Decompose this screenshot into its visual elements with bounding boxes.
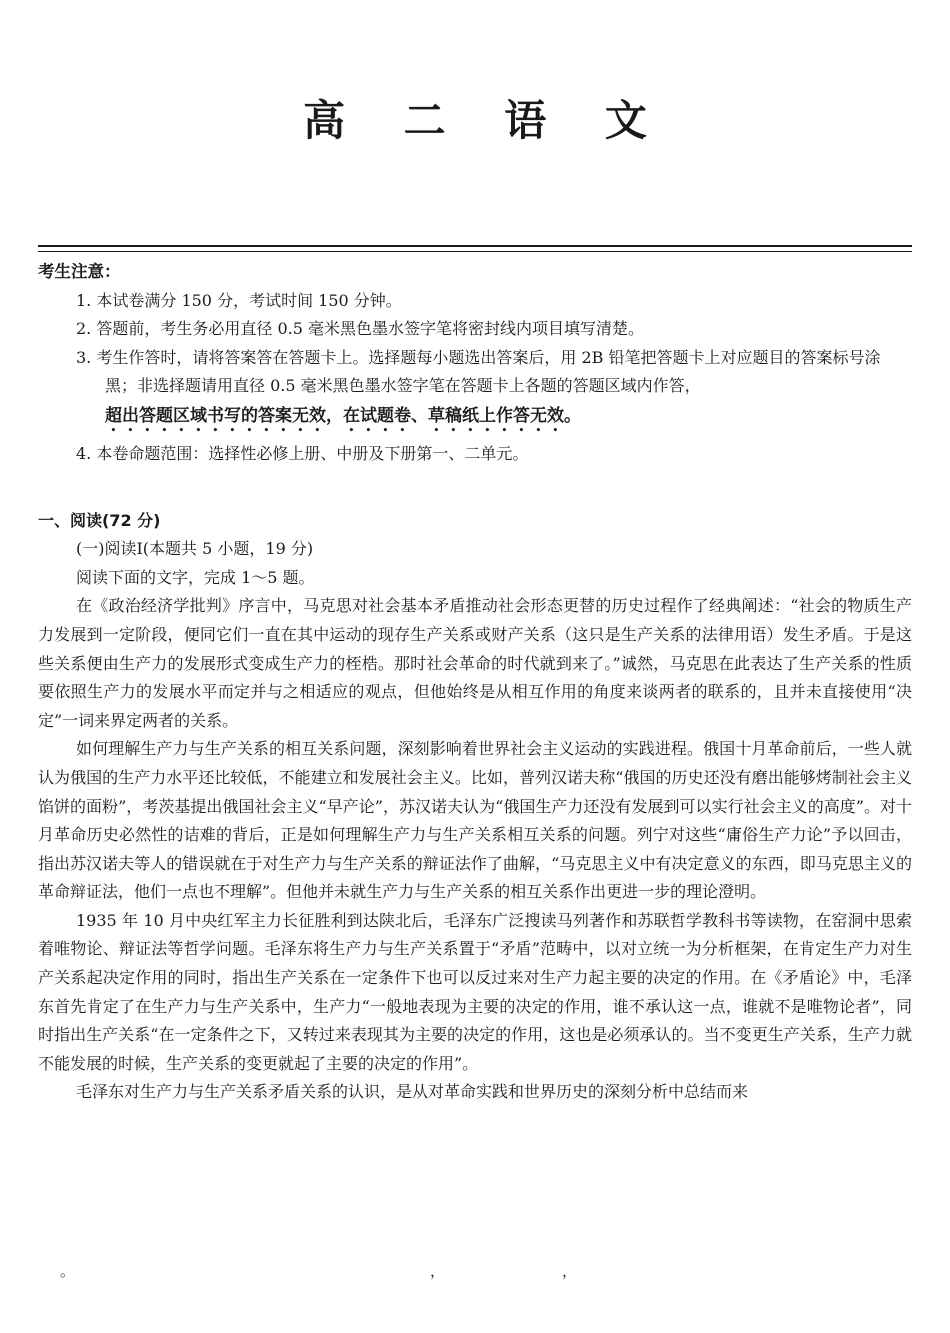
- document-body: [38, 258, 912, 1107]
- page-bottom-marks: [0, 1260, 950, 1280]
- notice-heading: 考生注意：: [38, 262, 121, 281]
- paragraph-4: 毛泽东对生产力与生产关系矛盾关系的认识，是从对革命实践和世界历史的深刻分析中总结而来: [76, 1082, 749, 1102]
- notice-item-3-emphasis: 超出答题区域书写的答案无效，在试题卷、草稿纸上作答无效。: [105, 405, 581, 426]
- bottom-mark-3: ，: [562, 1262, 578, 1280]
- reading-instruction: 阅读下面的文字，完成 1～5 题。: [76, 567, 315, 587]
- notice-item-3: [38, 344, 912, 440]
- bottom-mark-1: 。: [60, 1262, 76, 1280]
- notice-item-2: 2. 答题前，考生务必用直径 0.5 毫米黑色墨水签字笔将密封线内项目填写清楚。: [76, 319, 644, 339]
- paragraph-3: 1935 年 10 月中央红军主力长征胜利到达陕北后，毛泽东广泛搜读马列著作和苏联哲学教科书等读物，在窑洞中思索着唯物论、辩证法等哲学问题。毛泽东将生产力与生产关系置于“矛盾”范畴中，以对立统一为分析框架，在肯定生产力对生产关系起决定作用的同时，指出生产关系在一定条件下也可以反过来对生产力起主要的决定的作用。在《矛盾论》中，毛泽东首先肯定了在生产力与生产关系中，生产力“一般地表现为主要的决定的作用，谁不承认这一点，谁就不是唯物论者”，同时指出生产关系“在一定条件之下，又转过来表现其为主要的决定的作用，这也是必须承认的。当不变更生产关系，生产力就不能发展的时候，生产关系的变更就起了主要的决定的作用”。: [38, 910, 912, 1073]
- paragraph-1: 在《政治经济学批判》序言中，马克思对社会基本矛盾推动社会形态更替的历史过程作了经典阐述：“社会的物质生产力发展到一定阶段，便同它们一直在其中运动的现存生产关系或财产关系（这只是生产关系的法律用语）发生矛盾。于是这些关系便由生产力的发展形式变成生产力的桎梏。那时社会革命的时代就到来了。”诚然，马克思在此表达了生产关系的性质要依照生产力的发展水平而定并与之相适应的观点，但他始终是从相互作用的角度来谈两者的联系的，且并未直接使用“决定”一词来界定两者的关系。: [38, 596, 912, 730]
- notice-item-3-text: 3. 考生作答时，请将答案答在答题卡上。选择题每小题选出答案后，用 2B 铅笔把答题卡上对应题目的答案标号涂黑；非选择题请用直径 0.5 毫米黑色墨水签字笔在答题卡上各题的答题区域内作答，: [76, 347, 881, 396]
- section-heading: 一、阅读(72 分): [38, 510, 161, 530]
- paragraph-2: 如何理解生产力与生产关系的相互关系问题，深刻影响着世界社会主义运动的实践进程。俄国十月革命前后，一些人就认为俄国的生产力水平还比较低，不能建立和发展社会主义。比如，普列汉诺夫称“俄国的历史还没有磨出能够烤制社会主义馅饼的面粉”，考茨基提出俄国社会主义“早产论”，苏汉诺夫认为“俄国生产力还没有发展到可以实行社会主义的高度”。对十月革命历史必然性的诘难的背后，正是如何理解生产力与生产关系相互关系的问题。列宁对这些“庸俗生产力论”予以回击，指出苏汉诺夫等人的错误就在于对生产力与生产关系的辩证法作了曲解，“马克思主义中有决定意义的东西，即马克思主义的革命辩证法，他们一点也不理解”。但他并未就生产力与生产关系的相互关系作出更进一步的理论澄明。: [38, 739, 912, 902]
- notice-item-1: 1. 本试卷满分 150 分，考试时间 150 分钟。: [76, 290, 402, 310]
- notice-item-4: 4. 本卷命题范围：选择性必修上册、中册及下册第一、二单元。: [76, 443, 529, 463]
- header-rule-thick: [38, 245, 912, 247]
- bottom-mark-2: ，: [430, 1262, 446, 1280]
- sub-heading: (一)阅读Ⅰ(本题共 5 小题，19 分): [76, 539, 314, 559]
- page-title: 高 二 语 文: [303, 96, 669, 145]
- header-rule-thin: [38, 251, 912, 252]
